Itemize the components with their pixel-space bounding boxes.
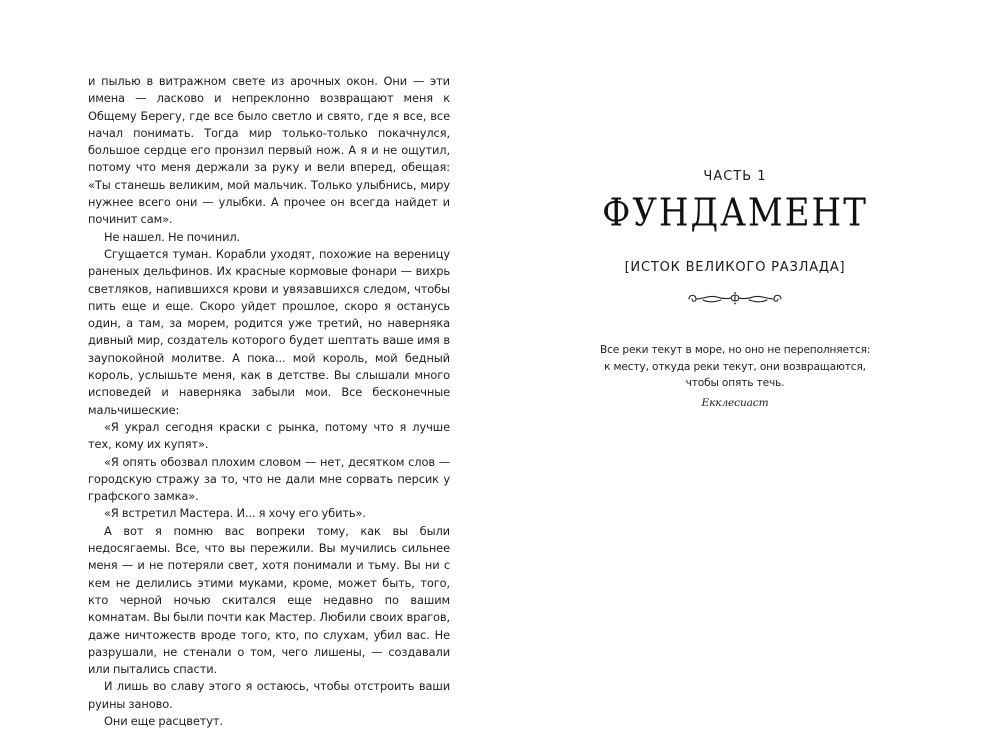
epigraph-line: к месту, откуда реки текут, они возвращаются, (604, 360, 866, 373)
flourish-ornament-icon (685, 289, 785, 309)
part-title: ФУНДАМЕНТ (602, 190, 868, 236)
left-page (88, 73, 450, 730)
right-page (600, 0, 870, 750)
epigraph (600, 342, 870, 411)
paragraph: Они еще расцветут. (104, 713, 223, 728)
paragraph: А вот я помню вас вопреки тому, как вы были недосягаемы. Все, что вы пережили. Вы мучились сильнее меня — и не потеряли свет, хотя понимали и тьму. Вы ни с кем не делились этими муками, кроме, может быть, того, кто черной ночью скитался еще недавно по вашим комнатам. Вы были почти как Мастер. Любили своих врагов, даже ничтожеств вроде того, кто, по слухам, убил вас. Не разрушали, не стенали о том, чего лишены, — создавали или пытались спасти. (88, 523, 450, 677)
paragraph: и пылью в витражном свете из арочных окон. Они — эти имена — ласково и непреклонно возвращают меня к Общему Берегу, где все было светло и свято, где я все, все начал понимать. Тогда мир только-только покачнулся, большое сердце его пронзил первый нож. А я и не ощутил, потому что меня держали за руку и вели вперед, обещая: «Ты станешь великим, мой мальчик. Только улыбнись, миру нужнее всего они — улыбки. А прочее он всегда найдет и починит сам». (88, 74, 450, 227)
paragraph: Не нашел. Не починил. (104, 229, 241, 244)
paragraph: «Я опять обозвал плохим словом — нет, десятком слов — городскую стражу за то, что не дали мне сорвать персик у графского замка». (88, 454, 450, 504)
part-label: ЧАСТЬ 1 (703, 169, 767, 184)
paragraph: Сгущается туман. Корабли уходят, похожие на вереницу раненых дельфинов. Их красные кормовые фонари — вихрь светляков, напившихся крови и увязавшихся следом, чтобы пить еще и еще. Скоро уйдет прошлое, скоро я останусь один, а там, за морем, родится уже третий, но наверняка дивный мир, создатель которого будет шептать ваше имя в заупокойной молитве. А пока... мой король, мой бедный король, услышьте меня, как в детстве. Вы слышали много исповедей и наверняка забыли мои. Все бесконечные мальчишеские: (88, 246, 450, 417)
paragraph: «Я украл сегодня краски с рынка, потому что я лучше тех, кому их купят». (88, 419, 450, 452)
epigraph-line: Все реки текут в море, но оно не переполняется: (600, 344, 871, 356)
epigraph-line: чтобы опять течь. (685, 377, 785, 389)
paragraph: «Я встретил Мастера. И... я хочу его убить». (104, 506, 366, 521)
paragraph: И лишь во славу этого я остаюсь, чтобы отстроить ваши руины заново. (88, 679, 450, 711)
part-subtitle: [ИСТОК ВЕЛИКОГО РАЗЛАДА] (624, 260, 846, 275)
epigraph-source: Екклесиаст (701, 396, 769, 409)
